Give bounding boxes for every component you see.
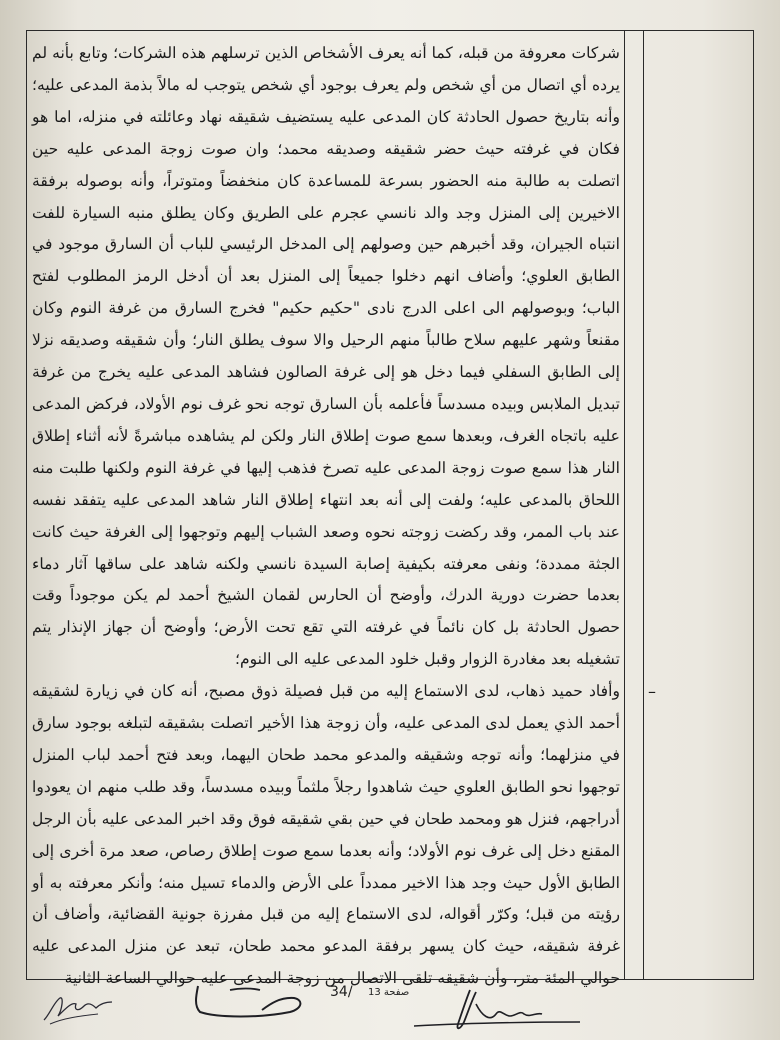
text-line: عليه حوالي المئة متر، وأن شقيقه تلقى الاتصال من زوجة المدعى عليه حوالي الساعة الثانية <box>32 937 620 988</box>
text-line: أحمد الذي يعمل لدى المدعى عليه، وأن زوجة هذا الأخير اتصلت بشقيقه لتبلغه بوجود سارق <box>32 714 620 733</box>
text-line: الطابق العلوي؛ وأضاف انهم دخلوا جميعاً إلى المنزل بعد أن أدخل الرمز المطلوب لفتح <box>32 267 620 286</box>
text-line: باتجاه الغرف، وبعدها سمع صوت إطلاق النار ولكن لم يشاهده مباشرةً لأنه أثناء إطلاق <box>32 426 587 445</box>
text-line: يرده أي اتصال من أي شخص ولم يعرف بوجود أي شخص يتوجب له مالاً بذمة المدعى <box>69 75 620 94</box>
text-line: حصول الحادثة بل كان نائماً في غرفته التي تقع تحت الأرض؛ وأوضح أن جهاز الإنذار يتم <box>32 618 620 637</box>
text-line: منه اللحاق بالمدعى عليه؛ ولفت إلى أنه بعد انتهاء إطلاق النار شاهد المدعى عليه يتفقد <box>32 458 620 509</box>
continuation-paragraph <box>32 38 620 676</box>
text-line: حين اتصلت به طالبة منه الحضور بسرعة للمساعدة كان منخفضاً ومتوتراً، وأنه بوصوله <box>32 139 620 190</box>
page-number: 34/ <box>330 984 353 1000</box>
text-line: إلى الطابق الأول حيث وجد هذا الاخير ممدداً على الأرض والدماء تسيل منه؛ وأنكر معرفته <box>32 841 621 892</box>
text-line: الملابس وبيده مسدساً فأعلمه بأن السارق توجه نحو غرف نوم الأولاد، فركض المدعى عليه <box>32 394 620 445</box>
text-line: اما هو فكان في غرفته حيث حضر شقيقه وصديقه محمد؛ وان صوت زوجة المدعى عليه <box>32 107 620 158</box>
text-line: وشهر عليهم سلاح طالباً منهم الرحيل والا سوف يطلق النار؛ وأن شقيقه وصديقه نزلا إلى <box>32 331 620 382</box>
text-line: الطابق السفلي فيما دخل هو إلى غرفة الصالون فشاهد المدعى عليه يخرج من غرفة تبديل <box>32 363 620 413</box>
text-line: النار هذا سمع صوت زوجة المدعى عليه تصرخ فذهب إليها في غرفة النوم ولكنها طلبت <box>58 458 620 477</box>
text-line: به أو رؤيته من قبل؛ وكرّر أقواله، لدى الاستماع إليه من قبل مفرزة جونية القضائية، <box>32 873 620 924</box>
text-line: شركات معروفة من قبله، كما أنه يعرف الأشخاص الذين ترسلهم هذه الشركات؛ وتابع بأنه لم <box>32 44 620 62</box>
text-line: المقنع دخل إلى غرف نوم الأولاد؛ وأنه بعدما سمع صوت إطلاق رصاص، صعد مرة أخرى <box>59 841 620 860</box>
text-line: الباب؛ وبوصولهم الى اعلى الدرج نادى "حكيم حكيم" فخرج السارق من غرفة النوم وكان مقنعاً <box>32 299 620 350</box>
text-line: نفسه عند باب الممر، وقد ركضت زوجته نحوه وصعد الشباب إليهم وتوجهوا إلى الغرفة حيث <box>32 490 620 541</box>
text-line: انتباه الجيران، وقد أخبرهم حين وصولهم إلى المدخل الرئيسي للباب أن السارق موجود في <box>32 235 620 254</box>
margin-column <box>624 30 644 980</box>
page-label: صفحة 13 <box>368 987 410 998</box>
signature-left <box>40 990 120 1026</box>
signature-middle <box>190 982 325 1028</box>
signature-right <box>410 986 590 1036</box>
text-line: وأفاد حميد ذهاب، لدى الاستماع إليه من قبل فصيلة ذوق مصبح، أنه كان في زيارة لشقيقه <box>32 682 620 701</box>
text-line: برفقة الاخيرين إلى المنزل وجد والد نانسي عجرم على الطريق وكان يطلق منبه السيارة للفت <box>32 171 620 222</box>
text-line: عليه؛ وأنه بتاريخ حصول الحادثة كان المدعى عليه يستضيف شقيقه نهاد وعائلته في منزله، <box>32 75 620 126</box>
bullet-dash: – <box>648 682 656 702</box>
body-text <box>32 38 656 995</box>
text-line: في منزلهما؛ وأنه توجه وشقيقه والمدعو محمد طحان اليهما، وبعد فتح أحمد لباب المنزل <box>32 745 620 764</box>
text-line: أدراجهم، فنزل هو ومحمد طحان في حين بقي شقيقه فوق وقد اخبر المدعى عليه بأن الرجل <box>32 809 620 828</box>
page-footer <box>0 980 780 1040</box>
bullet-paragraph <box>32 676 656 995</box>
text-line: دماء بعدما حضرت دورية الدرك، وأوضح أن الحارس لقمان الشيخ أحمد لم يكن موجوداً وقت <box>32 554 620 605</box>
text-line: كانت الجثة ممددة؛ ونفى معرفته بكيفية إصابة السيدة نانسي ولكنه شاهد على ساقها آثار <box>32 522 620 573</box>
text-line: توجهوا نحو الطابق العلوي حيث شاهدوا رجلاً ملثماً وبيده مسدساً، وقد طلب منهم ان يعودوا <box>32 777 620 796</box>
text-line: تشغيله بعد مغادرة الزوار وقبل خلود المدعى عليه الى النوم؛ <box>235 650 620 669</box>
text-line: وأضاف أن غرفة شقيقه، حيث كان يسهر برفقة المدعو محمد طحان، تبعد عن منزل المدعى <box>32 905 620 956</box>
